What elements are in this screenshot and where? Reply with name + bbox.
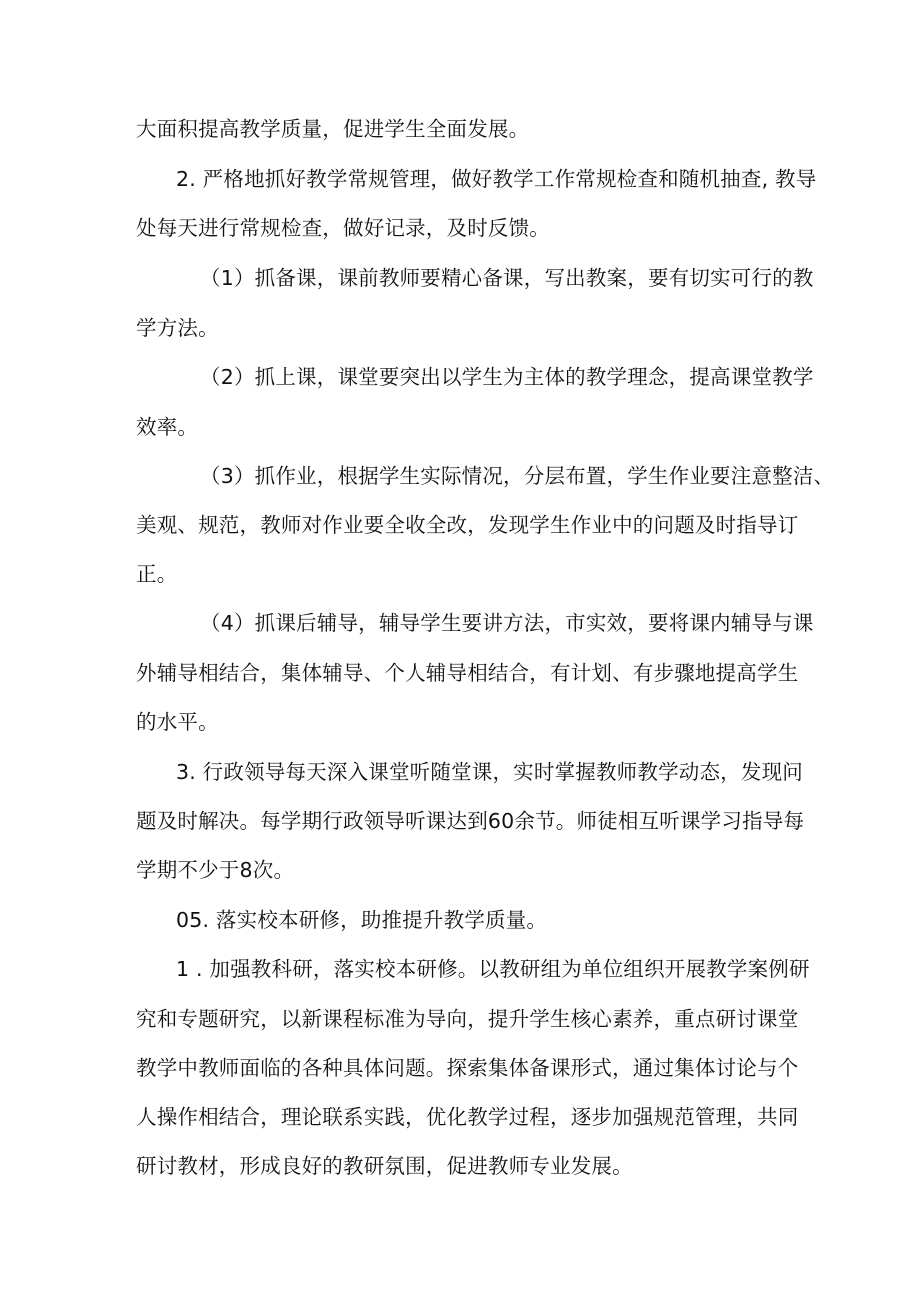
sub-item-2: （2）抓上课，课堂要突出以学生为主体的教学理念，提高课堂教学 (200, 365, 814, 389)
body-line: 究和专题研究，以新课程标准为导向，提升学生核心素养，重点研讨课堂 (136, 1007, 799, 1031)
item-2-heading: 2. 严格地抓好教学常规管理，做好教学工作常规检查和随机抽查, 教导 (176, 167, 817, 191)
body-line: 处每天进行常规检查，做好记录，及时反馈。 (136, 216, 550, 240)
sub-item-1: （1）抓备课，课前教师要精心备课，写出教案，要有切实可行的教 (200, 266, 814, 290)
body-line: 研讨教材，形成良好的教研氛围，促进教师专业发展。 (136, 1154, 633, 1178)
body-line: 题及时解决。每学期行政领导听课达到60余节。师徒相互听课学习指导每 (136, 809, 805, 833)
body-line: 美观、规范，教师对作业要全收全改，发现学生作业中的问题及时指导订 (136, 513, 799, 537)
section-item-1: 1 . 加强教科研，落实校本研修。以教研组为单位组织开展教学案例研 (176, 957, 810, 981)
section-05-heading: 05. 落实校本研修，助推提升教学质量。 (176, 908, 548, 932)
sub-item-4: （4）抓课后辅导，辅导学生要讲方法，市实效，要将课内辅导与课 (200, 611, 814, 635)
item-3-heading: 3. 行政领导每天深入课堂听随堂课，实时掌握教师教学动态，发现问 (176, 760, 803, 784)
body-line: 正。 (136, 562, 178, 586)
body-line: 学期不少于8次。 (136, 858, 295, 882)
sub-item-3: （3）抓作业，根据学生实际情况，分层布置，学生作业要注意整洁、 (200, 464, 835, 488)
body-line: 学方法。 (136, 316, 219, 340)
body-line: 外辅导相结合，集体辅导、个人辅导相结合，有计划、有步骤地提高学生 (136, 661, 799, 685)
body-line: 效率。 (136, 415, 199, 439)
body-line: 人操作相结合，理论联系实践，优化教学过程，逐步加强规范管理，共同 (136, 1105, 799, 1129)
body-line: 的水平。 (136, 710, 219, 734)
body-line: 大面积提高教学质量，促进学生全面发展。 (136, 117, 530, 141)
body-line: 教学中教师面临的各种具体问题。探索集体备课形式，通过集体讨论与个 (136, 1056, 799, 1080)
